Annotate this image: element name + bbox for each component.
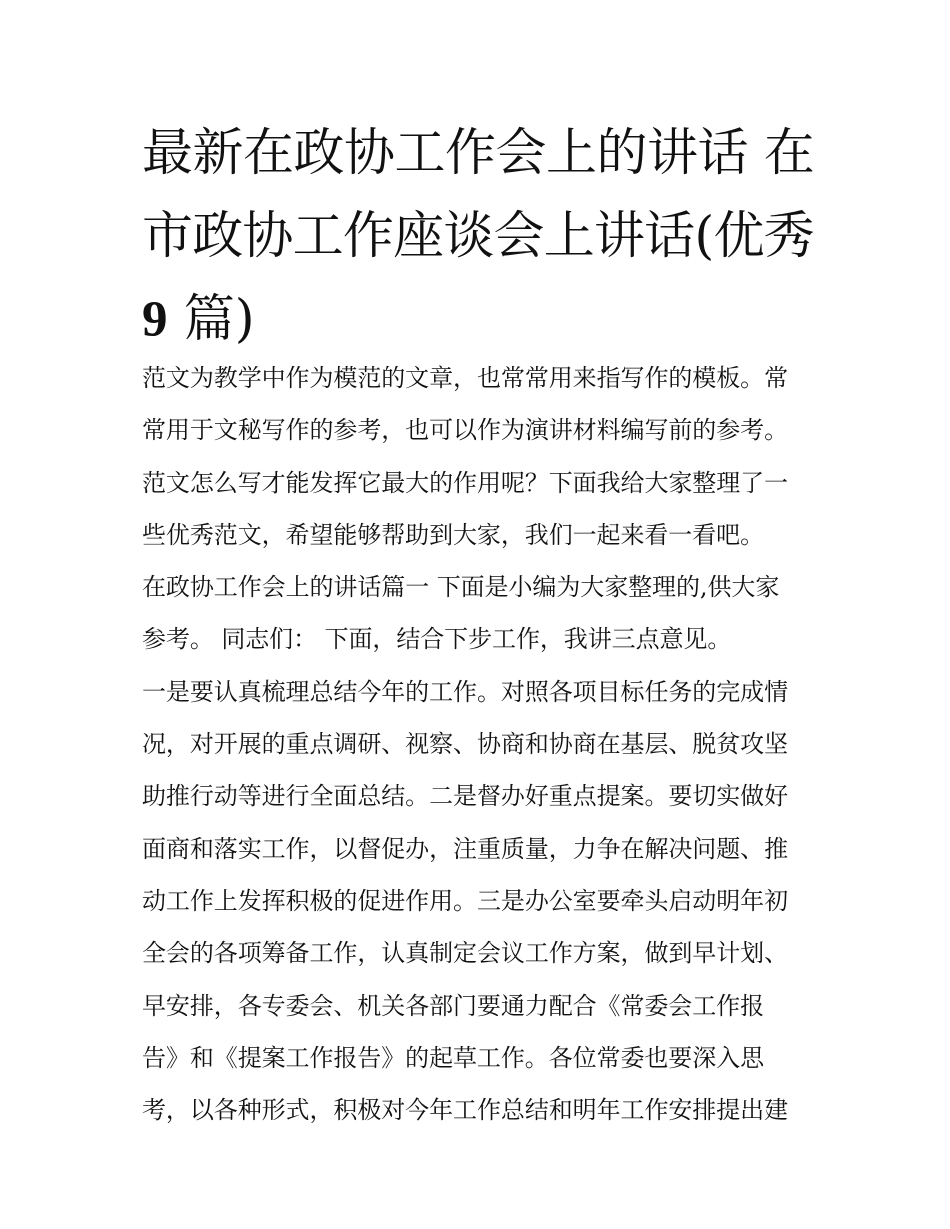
body-text (142, 352, 814, 1136)
body-line: 助推行动等进行全面总结。二是督办好重点提案。要切实做好 (142, 782, 788, 811)
title-line-2: 市政协工作座谈会上讲话(优秀 (142, 207, 814, 266)
title-line-3 (142, 278, 814, 362)
body-line: 全会的各项筹备工作，认真制定会议工作方案，做到早计划、 (142, 939, 788, 968)
body-line: 参考。 同志们： 下面，结合下步工作，我讲三点意见。 (142, 625, 732, 654)
document-title (142, 112, 814, 362)
body-line: 范文怎么写才能发挥它最大的作用呢？下面我给大家整理了一 (142, 468, 788, 497)
body-line: 动工作上发挥积极的促进作用。三是办公室要牵头启动明年初 (142, 886, 788, 915)
body-line: 些优秀范文，希望能够帮助到大家，我们一起来看一看吧。 (142, 520, 764, 549)
body-line: 考，以各种形式，积极对今年工作总结和明年工作安排提出建 (142, 1096, 788, 1125)
body-line: 一是要认真梳理总结今年的工作。对照各项目标任务的完成情 (142, 677, 788, 706)
body-line: 面商和落实工作，以督促办，注重质量，力争在解决问题、推 (142, 834, 788, 863)
body-line: 在政协工作会上的讲话篇一 下面是小编为大家整理的,供大家 (142, 573, 780, 602)
title-line-3-text: 篇) (183, 290, 255, 349)
body-line: 况，对开展的重点调研、视察、协商和协商在基层、脱贫攻坚 (142, 730, 788, 759)
title-number: 9 (142, 292, 168, 348)
body-line: 范文为教学中作为模范的文章，也常常用来指写作的模板。常 (142, 364, 788, 392)
title-line-1: 最新在政协工作会上的讲话 在 (142, 124, 815, 183)
body-line: 告》和《提案工作报告》的起草工作。各位常委也要深入思 (142, 1043, 764, 1072)
body-line: 常用于文秘写作的参考，也可以作为演讲材料编写前的参考。 (142, 416, 788, 445)
body-line: 早安排，各专委会、机关各部门要通力配合《常委会工作报 (142, 991, 764, 1020)
